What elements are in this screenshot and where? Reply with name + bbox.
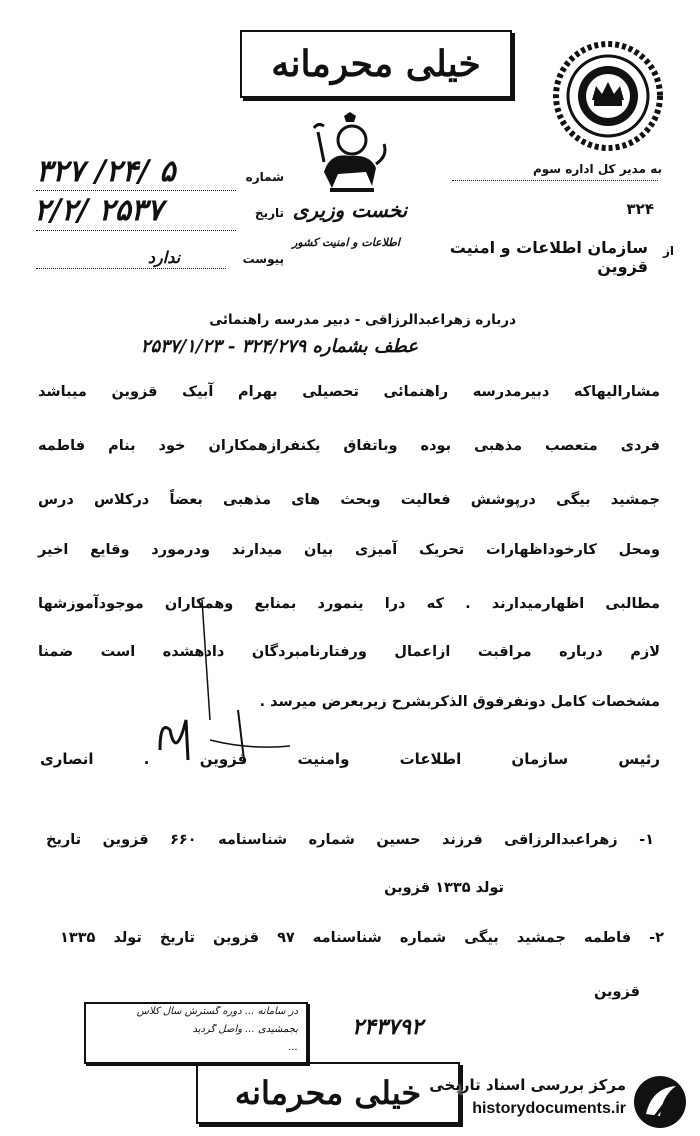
item-1: ۱- زهراعبدالرزاقی فرزند حسین شماره شناسنامه ۶۶۰ قزوین تاریخ bbox=[46, 832, 654, 848]
item-1-continued: تولد ۱۳۳۵ قزوین bbox=[384, 880, 504, 896]
paragraph-line-1: مشارالیهاکه دبیرمدرسه راهنمائی تحصیلی بهرام آبیک قزوین میباشد bbox=[38, 384, 660, 400]
watermark bbox=[400, 1072, 696, 1132]
footer-note-line-1: در سامانه ... دوره گسترش سال کلاس bbox=[136, 1006, 298, 1017]
to-underline bbox=[452, 180, 658, 181]
emblem-label: نخست وزیری bbox=[292, 198, 408, 222]
date-label: تاریخ bbox=[254, 206, 284, 220]
paragraph-line-4: ومحل کارخوداظهارات تحریک آمیزی بیان میدارند ودرمورد وقایع اخیر bbox=[38, 542, 660, 558]
watermark-url: historydocuments.ir bbox=[472, 1100, 626, 1117]
signature-line: رئیس سازمان اطلاعات وامنیت قزوین . انصاری bbox=[40, 750, 660, 768]
footer-note-line-2: بجمشیدی ... واصل گردید bbox=[192, 1024, 298, 1035]
paragraph-line-2: فردی متعصب مذهبی بوده وباتفاق یکنفرازهمکاران خود بنام فاطمه bbox=[38, 438, 660, 454]
subject-line: درباره زهراعبدالرزاقی - دبیر مدرسه راهنمائی bbox=[209, 312, 516, 328]
paragraph-line-7: مشخصات کامل دونفرفوق الذکربشرح زیربعرض میرسد . bbox=[259, 694, 660, 710]
number-code: ۳۲۴ bbox=[626, 200, 654, 218]
paragraph-line-3: جمشید بیگی درپوشش فعالیت وبحث های مذهبی بعضاً درکلاس درس bbox=[38, 492, 660, 508]
item-2-continued: قزوین bbox=[593, 984, 640, 1000]
paragraph-line-6: لازم درباره مراقبت ازاعمال ورفتارنامبردگان دادهشده است ضمنا bbox=[38, 644, 660, 660]
classification-stamp-top: خیلی محرمانه bbox=[240, 30, 512, 98]
number-label: شماره bbox=[245, 170, 284, 184]
handwritten-mark-icon bbox=[140, 600, 300, 770]
attachment-label: پیوست bbox=[242, 252, 284, 266]
lion-and-sun-emblem-icon bbox=[310, 112, 392, 196]
watermark-title: مرکز بررسی اسناد تاریخی bbox=[429, 1076, 626, 1094]
date-underline bbox=[36, 230, 236, 231]
archive-number: ۲۴۳۷۹۲ bbox=[352, 1014, 423, 1040]
from-org-sub: اطلاعات و امنیت کشور bbox=[292, 236, 400, 249]
attachment-underline bbox=[36, 268, 226, 269]
item-2: ۲- فاطمه جمشید بیگی شماره شناسنامه ۹۷ قزوین تاریخ تولد ۱۳۳۵ bbox=[60, 930, 665, 946]
classification-stamp-bottom: خیلی محرمانه bbox=[196, 1062, 460, 1124]
watermark-logo-icon bbox=[632, 1074, 688, 1130]
round-seal-icon bbox=[552, 40, 664, 152]
reference-line: عطف بشماره ۳۲۴/۲۷۹ - ۲۵۳۷/۱/۲۳ bbox=[140, 336, 418, 357]
from-org: سازمان اطلاعات و امنیت قزوین bbox=[449, 238, 648, 276]
date-value: ۲/۲/ ۲۵۳۷ bbox=[34, 193, 164, 228]
attachment-value: ندارد bbox=[147, 248, 181, 267]
number-value: ۳۲۷ /۲۴/ ۵ bbox=[36, 154, 176, 189]
from-label: از bbox=[662, 244, 674, 258]
footer-note-box bbox=[84, 1002, 308, 1064]
paragraph-line-5: مطالبی اظهارمیدارند . که درا ینمورد بمنابع وهمکاران موجودآموزشها bbox=[38, 596, 660, 612]
number-underline bbox=[36, 190, 236, 191]
footer-note-line-3: ... bbox=[288, 1042, 298, 1053]
to-line: به مدیر کل اداره سوم bbox=[532, 162, 662, 176]
